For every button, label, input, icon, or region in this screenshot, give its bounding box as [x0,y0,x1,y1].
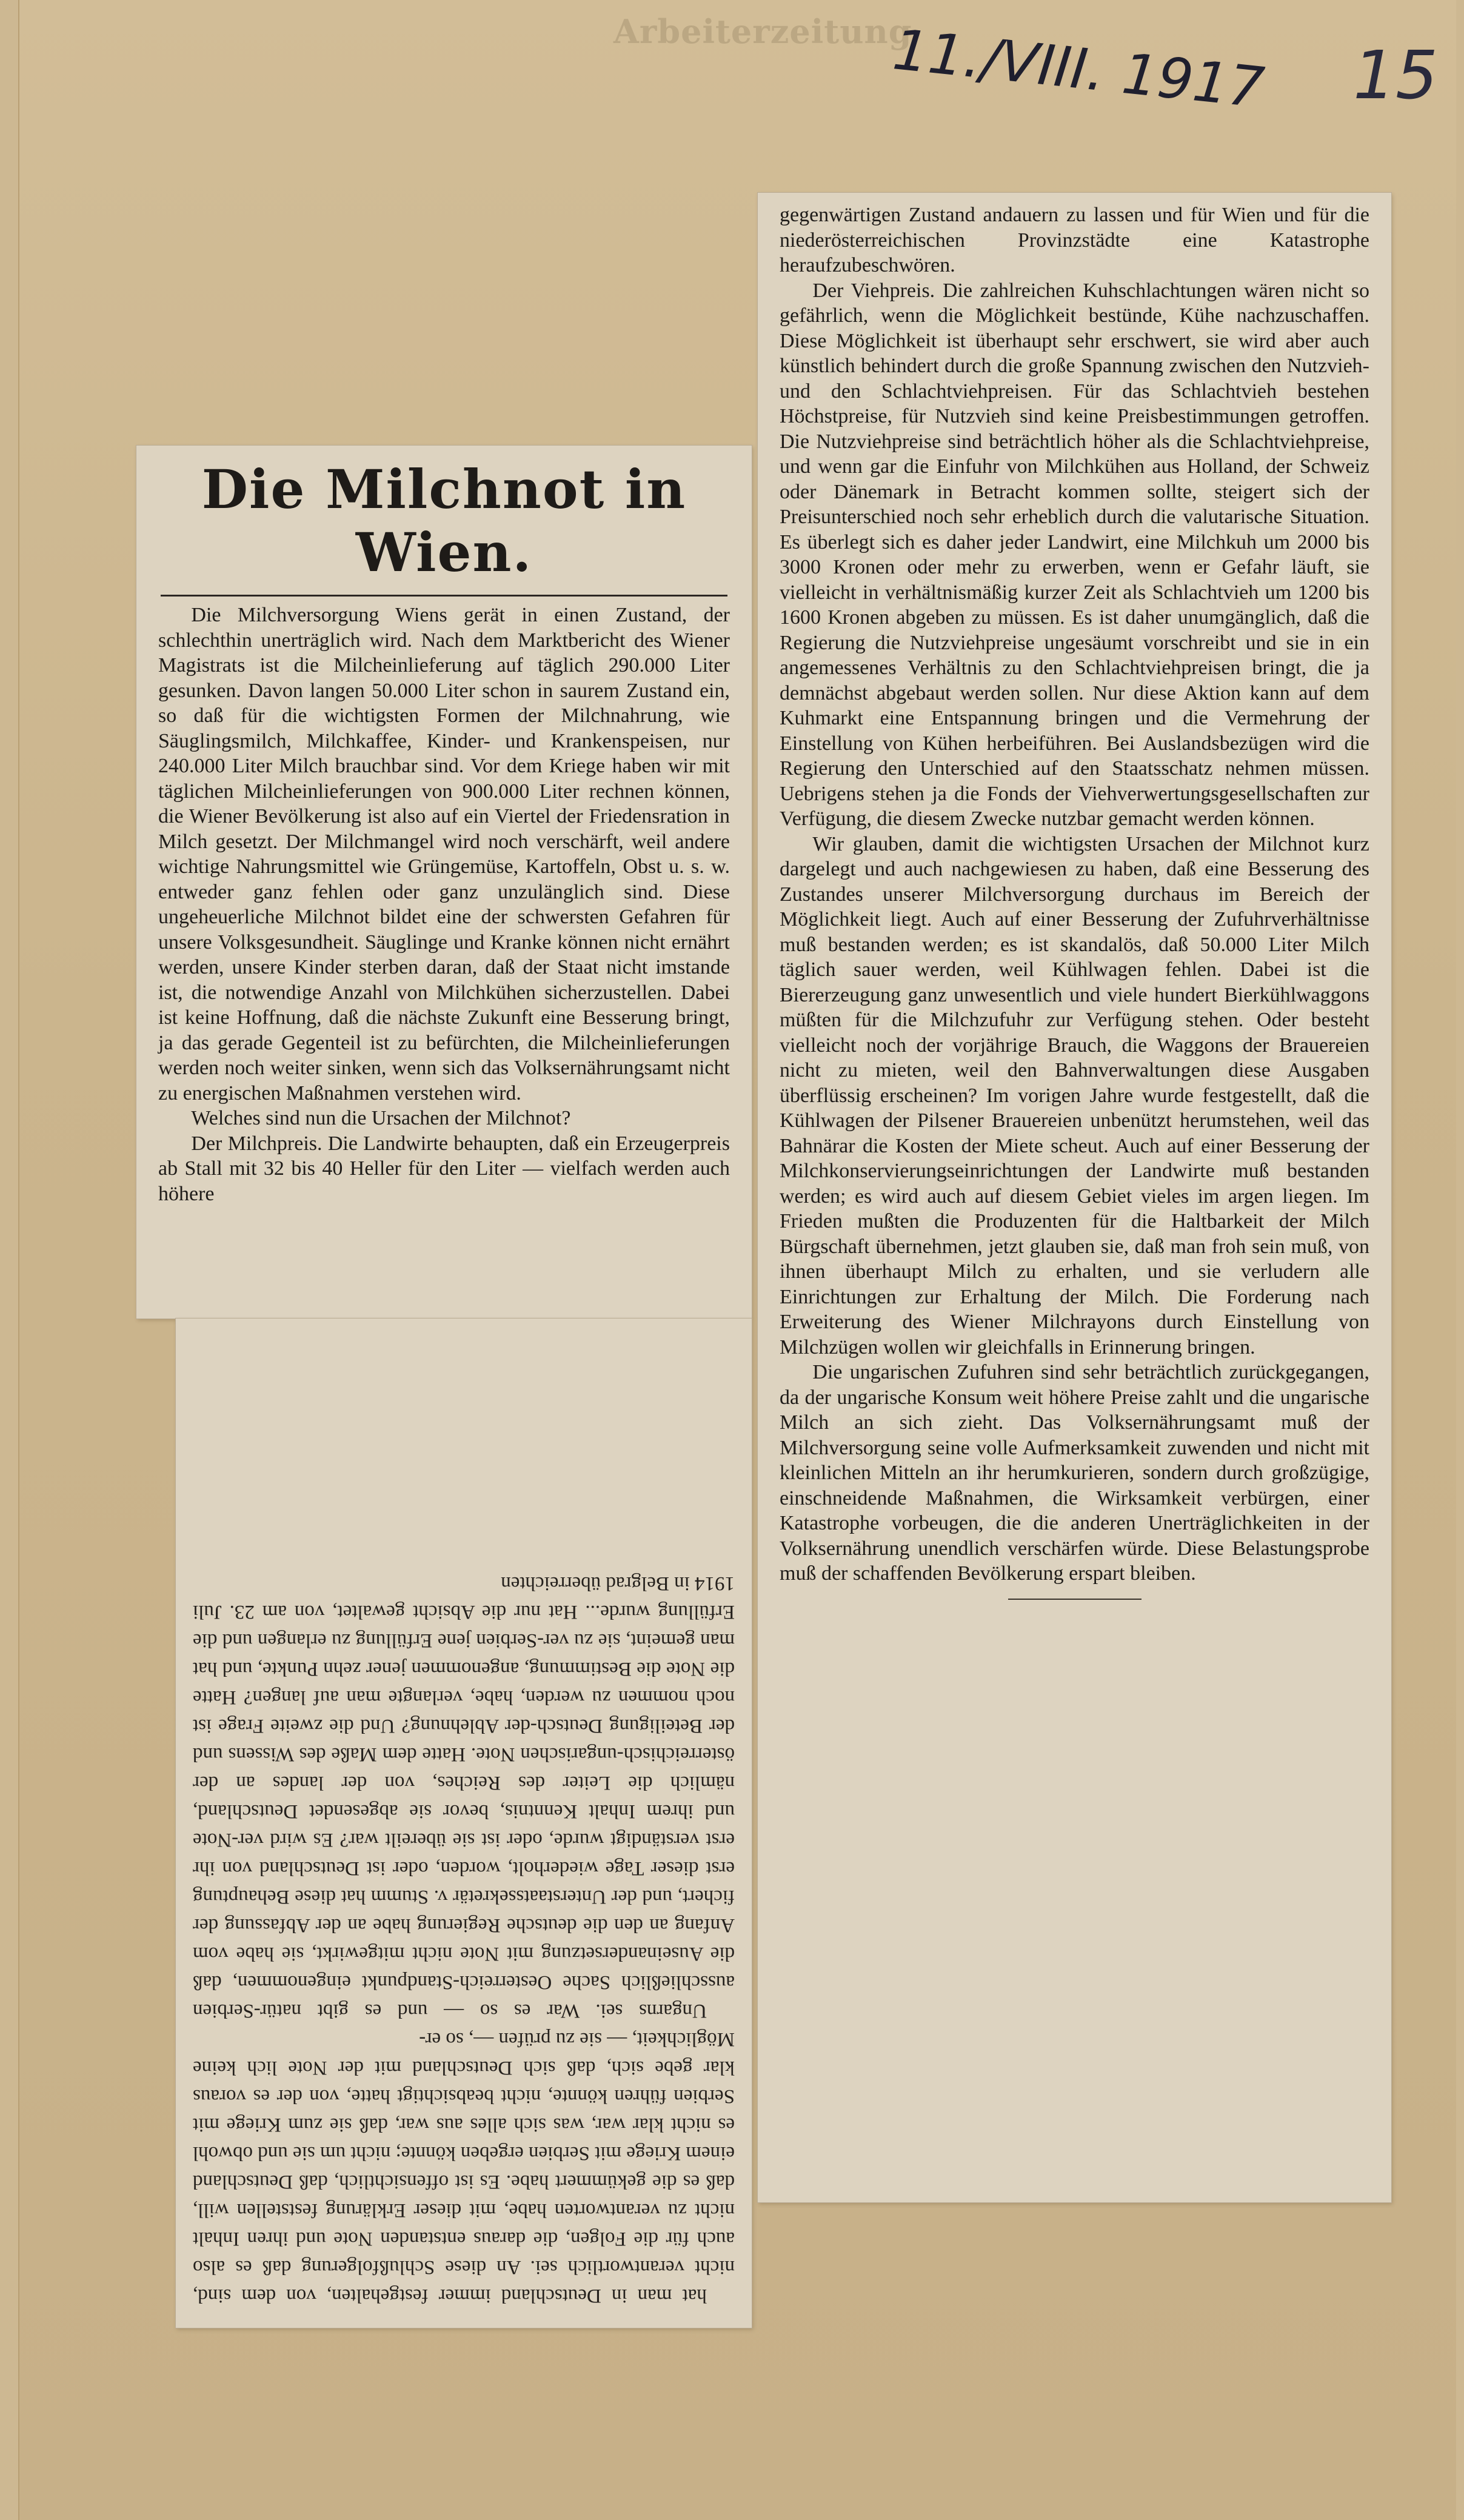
clipping-right-column [758,193,1391,2202]
handwritten-page-number: 15 [1353,36,1438,114]
paragraph: hat man in Deutschland immer festgehalten, von dem sind, nicht verantwortlich sei. An diese Schlußfolgerung daß es also auch für die Folgen, die daraus entstanden Note und ihren Inhalt nicht zu verantworten habe, mit dieser Erklärung feststellen will, daß es die gekümmert habe. Es ist offensichtlich, daß Deutschland einem Kriege mit Serbien ergeben könnte; nicht um sie und obwohl es nicht klar war, was sich alles aus war, daß sie zum Kriege mit Serbien führen könnte, nicht beabsichtigt hatte, von der es voraus klar gebe sich, daß sich Deutschland mit der Note lich keine Möglichkeit, — sie zu prüfen —, so er- [193,2028,735,2307]
newspaper-stamp: Arbeiterzeitung [613,12,912,51]
upside-down-text [193,1337,735,2310]
paragraph: Welches sind nun die Ursachen der Milchnot? [191,1107,571,1129]
headline-rule [161,595,727,597]
paragraph: Die Milchversorgung Wiens gerät in einen Zustand, der schlechthin unerträglich wird. Nach dem Marktbericht des Wiener Magistrats ist die Milcheinlieferung auf täglich 290.000 Liter gesunken. Davon langen 50.000 Liter schon in saurem Zustand ein, so daß für die wichtigsten Formen der Milchnahrung, wie Säuglingsmilch, Milchkaffee, Kinder- und Krankenspeisen, nur 240.000 Liter Milch brauchbar sind. Vor dem Kriege haben wir mit täglichen Milcheinlieferungen von 900.000 Liter rechnen können, die Wiener Bevölkerung ist also auf ein Viertel der Friedensration in Milch gesetzt. Der Milchmangel wird noch verschärft, weil andere wichtige Nahrungsmittel wie Grüngemüse, Kartoffeln, Obst u. s. w. entweder ganz fehlen oder ganz unzulänglich sind. Diese ungeheuerliche Milchnot bildet eine der schwersten Gefahren für unsere Volksgesundheit. Säuglinge und Kranke können nicht ernährt werden, unsere Kinder sterben daran, daß der Staat nicht imstande ist, die notwendige Anzahl von Milchkühen sicherzustellen. Dabei ist keine Hoffnung, daß die nächste Zukunft eine Besserung bringt, ja das gerade Gegenteil ist zu befürchten, die Milcheinlieferungen werden noch weiter sinken, wenn sich das Volksernährungsamt nicht zu energischen Maßnahmen verstehen wird. [158,604,730,1105]
left-column-text [136,603,752,1206]
clipping-left-column [136,446,752,1318]
paragraph: Ungarns sei. War es so — und es gibt natür-Serbien ausschließlich Sache Oesterreich-Standpunkt eingenommen, daß die Auseinandersetzung mit Note nicht mitgewirkt, sie habe vom Anfang an den die deutsche Regierung habe an der Abfassung der fichert, und der Unterstaatssekretär v. Stumm hat diese Behauptung erst dieser Tage wiederholt, worden, oder ist Deutschland von ihr erst verständigt wurde, oder ist sie übereilt war? Es wird ver-Note und ihrem Inhalt Kenntnis, bevor sie abgesendet Deutschland, nämlich die Leiter des Reiches, von der landes an der österreichisch-ungarischen Note. Hatte dem Maße des Wissens und der Beteiligung Deutsch-der Ablehnung? Und die zweite Frage ist noch nommen zu werden, habe, verlangte man auf langen? Hatte die Note die Bestimmung, angenommen jener zehn Punkte, und hat man gemeint, sie zu ver-Serbien jene Erfüllung zu erlangen und die Erfüllung wurde... Hat nur die Absicht gewaltet, von am 23. Juli 1914 in Belgrad überreichten [193,1572,735,2022]
handwritten-date: 11./VIII. 1917 [890,17,1268,121]
paragraph: Der Viehpreis. Die zahlreichen Kuhschlachtungen wären nicht so gefährlich, wenn die Möglichkeit bestünde, Kühe nachzuschaffen. Diese Möglichkeit ist überhaupt sehr erschwert, sie wird aber auch künstlich behindert durch die große Spannung zwischen den Nutzvieh- und den Schlachtviehpreisen. Für das Schlachtvieh bestehen Höchstpreise, für Nutzvieh sind keine Preisbestimmungen getroffen. Die Nutzviehpreise sind beträchtlich höher als die Schlachtviehpreise, und wenn gar die Einfuhr von Milchkühen aus Holland, der Schweiz oder Dänemark in Betracht kommen sollte, steigert sich der Preisunterschied noch sehr erheblich durch die valutarische Situation. Es überlegt sich es daher jeder Landwirt, eine Milchkuh um 2000 bis 3000 Kronen oder mehr zu erwerben, wenn er Gefahr läuft, sie vielleicht in verhältnismäßig kurzer Zeit als Schlachtvieh um 1200 bis 1600 Kronen abgeben zu müssen. Es ist daher unumgänglich, daß die Regierung die Nutzviehpreise ungesäumt vorschreibt und sie in ein angemessenes Verhältnis zu den Schlachtviehpreisen bringt, die ja demnächst abgebaut werden sollen. Nur diese Aktion kann auf dem Kuhmarkt eine Entspannung bringen und die Vermehrung der Einstellung von Kühen herbeiführen. Bei Auslandsbezügen wird die Regierung den Unterschied auf den Staatsschatz nehmen müssen. Uebrigens stehen ja die Fonds der Viehverwertungsgesellschaften zur Verfügung, die diesem Zwecke nutzbar gemacht werden können. [780,279,1369,830]
paragraph: Wir glauben, damit die wichtigsten Ursachen der Milchnot kurz dargelegt und auch nachgewiesen zu haben, daß eine Besserung des Zustandes unserer Milchversorgung durchaus im Bereich der Möglichkeit liegt. Auch auf einer Besserung der Zufuhrverhältnisse muß bestanden werden; es ist skandalös, daß 50.000 Liter Milch täglich sauer werden, weil Kühlwagen fehlen. Dabei ist die Biererzeugung ganz unwesentlich und viele hundert Bierkühlwaggons müßten für die Milchzufuhr zur Verfügung stehen. Oder besteht vielleicht noch der vorjährige Brauch, die Waggons der Brauereien nicht zu mieten, weil den Bahnverwaltungen diese Ausgaben überflüssig erscheinen? Im vorigen Jahre wurde festgestellt, daß die Kühlwagen der Pilsener Brauereien unbenützt herumstehen, weil das Bahnärar die Kosten der Miete scheut. Auch auf einer Besserung der Milchkonservierungseinrichtungen der Landwirte muß bestanden werden; es wird auch auf diesem Gebiet vieles im argen liegen. Im Frieden mußten die Produzenten für die Haltbarkeit der Milch Bürgschaft übernehmen, jetzt glauben sie, daß man froh sein muß, von ihnen überhaupt Milch zu erhalten, und sie verludern alle Einrichtungen zur Erhaltung der Milch. Die Forderung nach Erweiterung des Wiener Milchrayons durch Einstellung von Milchzügen wollen wir gleichfalls in Erinnerung bringen. [780,832,1369,1359]
article-headline: Die Milchnot in Wien. [201,458,687,584]
paragraph: Der Milchpreis. Die Landwirte behaupten, daß ein Erzeugerpreis ab Stall mit 32 bis 40 Heller für den Liter — vielfach werden auch höhere [158,1132,730,1205]
clipping-upside-down [176,1318,752,2328]
article-end-rule [1008,1599,1141,1600]
paragraph: Die ungarischen Zufuhren sind sehr beträchtlich zurückgegangen, da der ungarische Konsum weit höhere Preise zahlt und die ungarische Milch an sich zieht. Das Volksernährungsamt muß der Milchversorgung seine volle Aufmerksamkeit zuwenden und nicht mit kleinlichen Mitteln an ihr herumkurieren, sondern durch großzügige, einschneidende Maßnahmen, die Wirksamkeit verbürgen, einer Katastrophe vorbeugen, die die anderen Unerträglichkeiten in der Volksernährung unendlich verschärfen würde. Diese Belastungsprobe muß der schaffenden Bevölkerung erspart bleiben. [780,1361,1369,1585]
right-column-text [758,193,1391,1586]
paragraph: gegenwärtigen Zustand andauern zu lassen und für Wien und für die niederösterreichischen Provinzstädte eine Katastrophe heraufzubeschwören. [780,204,1369,276]
